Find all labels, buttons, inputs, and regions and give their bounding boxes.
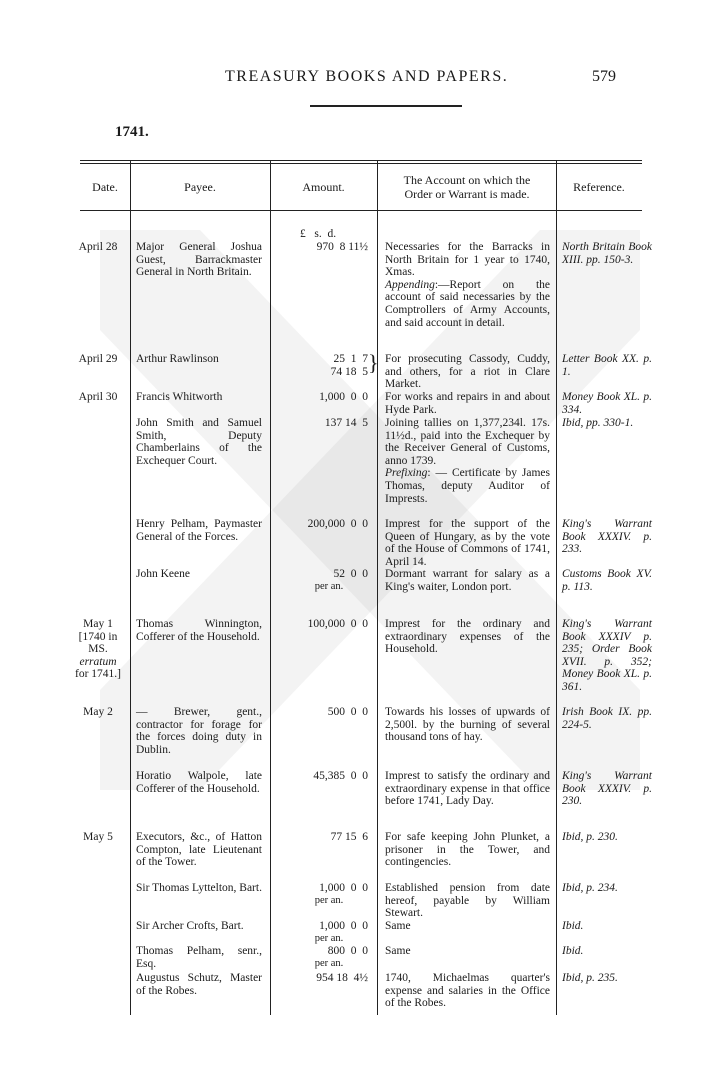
entry-reference xyxy=(562,568,652,593)
entry-date: May 1 [1740 in MS. erratum for 1741.] xyxy=(75,618,121,681)
reference-text: Irish Book IX. pp. 224-5. xyxy=(562,706,652,731)
entry-account: 1740, Michaelmas quarter's expense and salaries in the Office of the Robes. xyxy=(385,972,550,1010)
reference-text: North Britain Book XIII. pp. 150-3. xyxy=(562,241,652,266)
entry-account: Imprest for the ordinary and extraordinary expenses of the Household. xyxy=(385,618,550,656)
amount-brace: } xyxy=(368,350,379,375)
entry-reference xyxy=(562,945,652,958)
running-title: TREASURY BOOKS AND PAPERS. xyxy=(225,68,509,85)
entry-reference xyxy=(562,920,652,933)
entry-amount xyxy=(268,568,368,593)
col-divider xyxy=(377,160,378,1015)
entry-amount: 137 14 5 xyxy=(324,417,368,429)
entry-amount: 200,000 0 0 xyxy=(307,518,368,530)
entry-account xyxy=(385,241,550,329)
reference-text: King's Warrant Book XXXIV p. 235; Order Book XVII. p. 352; Money Book XL. p. 361. xyxy=(562,618,652,693)
reference-text: Letter Book XX. p. 1. xyxy=(562,353,652,378)
amount-unit: per an. xyxy=(314,957,344,969)
entry-amount xyxy=(268,945,368,970)
entry-reference xyxy=(562,882,652,895)
amount-unit: per an. xyxy=(314,932,344,944)
entry-payee: John Smith and Samuel Smith, Deputy Chamberlains of the Exchequer Court. xyxy=(136,417,262,467)
entry-amount: 1,000 0 0 xyxy=(319,391,368,403)
entry-reference xyxy=(562,241,652,266)
year-heading: 1741. xyxy=(115,124,149,140)
entry-date: April 29 xyxy=(78,353,118,365)
entry-reference xyxy=(562,706,652,731)
entry-account: Dormant warrant for salary as a King's waiter, London port. xyxy=(385,568,550,593)
entry-amount: 954 18 4½ xyxy=(316,972,368,984)
reference-text: Customs Book XV. p. 113. xyxy=(562,568,652,593)
col-divider xyxy=(556,160,557,1015)
entry-account: For safe keeping John Plunket, a prisoner in the Tower, and contingencies. xyxy=(385,831,550,869)
entry-account: Towards his losses of upwards of 2,500l. by the burning of several thousand tons of hay. xyxy=(385,706,550,744)
entry-payee: Executors, &c., of Hatton Compton, late Lieutenant of the Tower. xyxy=(136,831,262,869)
reference-text: Ibid, p. 230. xyxy=(562,831,618,843)
entry-payee: Henry Pelham, Paymaster General of the Forces. xyxy=(136,518,262,543)
entry-amount xyxy=(268,353,368,378)
account-note: : — Certificate by James Thomas, deputy Auditor of Imprests. xyxy=(385,467,550,505)
account-text: Necessaries for the Barracks in North Britain for 1 year to 1740, Xmas. xyxy=(385,241,550,279)
entry-reference xyxy=(562,518,652,556)
amount-line: 25 1 7 xyxy=(333,353,368,365)
amount-line: 800 0 0 xyxy=(327,945,368,957)
entry-payee: Francis Whitworth xyxy=(136,391,223,403)
reference-text: Ibid. xyxy=(562,945,584,957)
entry-payee: Thomas Pelham, senr., Esq. xyxy=(136,945,262,970)
entry-payee: Major General Joshua Guest, Barrackmaster General in North Britain. xyxy=(136,241,262,279)
column-header-account: The Account on which the Order or Warrant is made. xyxy=(403,173,531,201)
entry-payee: — Brewer, gent., contractor for forage for the forces doing duty in Dublin. xyxy=(136,706,262,756)
entry-reference xyxy=(562,831,652,844)
entry-reference xyxy=(562,618,652,694)
entry-amount xyxy=(268,920,368,945)
column-header-payee: Payee. xyxy=(184,180,216,194)
entry-payee: Thomas Winnington, Cofferer of the Household. xyxy=(136,618,262,643)
header-bottom-rule xyxy=(80,210,642,211)
account-note-label: Prefixing xyxy=(385,467,428,480)
amount-line: 1,000 0 0 xyxy=(319,920,368,932)
entry-reference xyxy=(562,770,652,808)
reference-text: Ibid, p. 234. xyxy=(562,882,618,894)
page-number: 579 xyxy=(592,68,616,85)
head-rule xyxy=(310,105,462,107)
table-top-rule xyxy=(80,160,642,161)
entry-date: April 30 xyxy=(78,391,118,403)
column-header-reference: Reference. xyxy=(573,180,625,194)
table-top-rule-2 xyxy=(80,163,642,164)
entry-date: May 5 xyxy=(83,831,113,843)
column-header-date: Date. xyxy=(92,180,118,194)
entry-reference xyxy=(562,972,652,985)
reference-text: Ibid, p. 235. xyxy=(562,972,618,984)
amount-line: 74 18 5 xyxy=(330,365,368,378)
amount-unit: per an. xyxy=(314,894,344,906)
amount-line: 52 0 0 xyxy=(333,568,368,580)
currency-header: £ s. d. xyxy=(300,228,337,240)
entry-payee: John Keene xyxy=(136,568,190,580)
entry-reference xyxy=(562,417,652,430)
entry-reference xyxy=(562,353,652,378)
reference-text: Money Book XL. p. 334. xyxy=(562,391,652,416)
col-divider xyxy=(130,160,131,1015)
column-header-amount: Amount. xyxy=(302,180,345,194)
entry-account xyxy=(385,417,550,505)
entry-payee: Augustus Schutz, Master of the Robes. xyxy=(136,972,262,997)
account-text: Joining tallies on 1,377,234l. 17s. 11½d., paid into the Exchequer by the Receiver General of Customs, anno 1739. xyxy=(385,417,550,467)
reference-text: King's Warrant Book XXXIV. p. 233. xyxy=(562,518,652,556)
entry-amount xyxy=(268,882,368,907)
entry-date: April 28 xyxy=(78,241,118,253)
entry-account: For works and repairs in and about Hyde Park. xyxy=(385,391,550,416)
entry-amount: 45,385 0 0 xyxy=(313,770,368,782)
entry-account: For prosecuting Cassody, Cuddy, and others, for a riot in Clare Market. xyxy=(385,353,550,391)
reference-text: Ibid, pp. 330-1. xyxy=(562,417,634,429)
entry-account: Imprest to satisfy the ordinary and extraordinary expense in that office before 1741, Lady Day. xyxy=(385,770,550,808)
entry-account: Imprest for the support of the Queen of Hungary, as by the vote of the House of Commons of 1741, April 14. xyxy=(385,518,550,568)
amount-unit: per an. xyxy=(314,580,344,592)
entry-account: Same xyxy=(385,920,411,932)
entry-account: Established pension from date hereof, payable by William Stewart. xyxy=(385,882,550,920)
entry-amount: 970 8 11½ xyxy=(316,241,368,253)
entry-amount: 100,000 0 0 xyxy=(307,618,368,630)
entry-payee: Arthur Rawlinson xyxy=(136,353,219,365)
reference-text: King's Warrant Book XXXIV. p. 230. xyxy=(562,770,652,808)
entry-date: May 2 xyxy=(83,706,113,718)
entry-payee: Sir Archer Crofts, Bart. xyxy=(136,920,244,932)
account-note-label: Appending xyxy=(385,278,435,291)
entry-reference xyxy=(562,391,652,416)
entry-amount: 77 15 6 xyxy=(330,831,368,843)
reference-text: Ibid. xyxy=(562,920,584,932)
entry-payee: Sir Thomas Lyttelton, Bart. xyxy=(136,882,262,894)
account-note: :—Report on the account of said necessaries by the Comptrollers of Army Accounts, and said account in detail. xyxy=(385,278,550,329)
entry-payee: Horatio Walpole, late Cofferer of the Household. xyxy=(136,770,262,795)
amount-line: 1,000 0 0 xyxy=(319,882,368,894)
entry-account: Same xyxy=(385,945,411,957)
entry-amount: 500 0 0 xyxy=(327,706,368,718)
